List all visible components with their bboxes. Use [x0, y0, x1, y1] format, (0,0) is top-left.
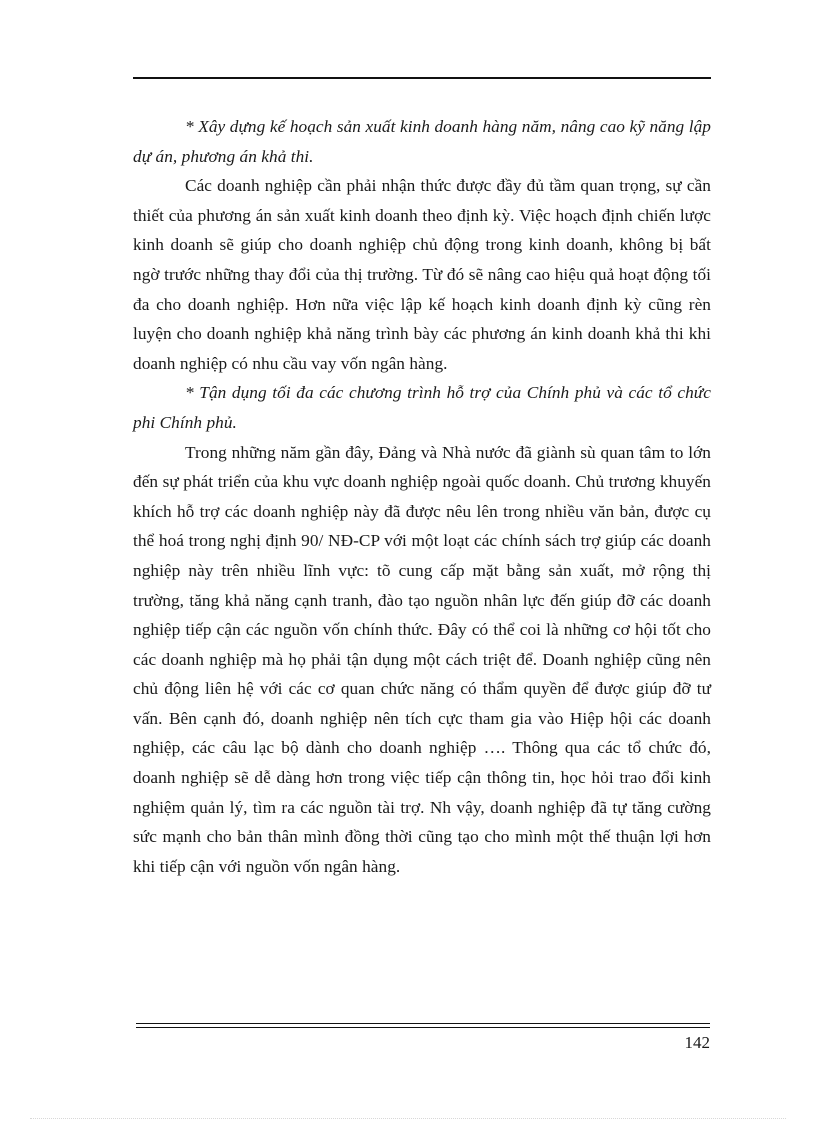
footer-rule [136, 1023, 710, 1028]
page-edge-border [30, 1118, 786, 1119]
heading-support-programs: * Tận dụng tối đa các chương trình hỗ trợ của Chính phủ và các tổ chức phi Chính phủ. [133, 383, 711, 432]
paragraph-business-plan: Các doanh nghiệp cần phải nhận thức được đầy đủ tầm quan trọng, sự cần thiết của phương án sản xuất kinh doanh theo định kỳ. Việc hoạch định chiến lược kinh doanh sẽ giúp cho doanh nghiệp chủ động trong kinh doanh, không bị bất ngờ trước những thay đổi của thị trường. Từ đó sẽ nâng cao hiệu quả hoạt động tối đa cho doanh nghiệp. Hơn nữa việc lập kế hoạch kinh doanh định kỳ cũng rèn luyện cho doanh nghiệp khả năng trình bày các phương án kinh doanh khả thi khi doanh nghiệp có nhu cầu vay vốn ngân hàng. [133, 176, 711, 373]
paragraph-support-programs: Trong những năm gần đây, Đảng và Nhà nước đã giành sù quan tâm to lớn đến sự phát triển của khu vực doanh nghiệp ngoài quốc doanh. Chủ trương khuyến khích hỗ trợ các doanh nghiệp này đã được nêu lên trong nhiều văn bản, được cụ thể hoá trong nghị định 90/ NĐ-CP với một loạt các chính sách trợ giúp các doanh nghiệp này trên nhiều lĩnh vực: tõ cung cấp mặt bằng sản xuất, mở rộng thị trường, tăng khả năng cạnh tranh, đào tạo nguồn nhân lực đến giúp đỡ các doanh nghiệp tiếp cận các nguồn vốn chính thức. Đây có thể coi là những cơ hội tốt cho các doanh nghiệp mà họ phải tận dụng một cách triệt để. Doanh nghiệp cũng nên chủ động liên hệ với các cơ quan chức năng có thẩm quyền để được giúp đỡ tư vấn. Bên cạnh đó, doanh nghiệp nên tích cực tham gia vào Hiệp hội các doanh nghiệp, các câu lạc bộ dành cho doanh nghiệp …. Thông qua các tổ chức đó, doanh nghiệp sẽ dễ dàng hơn trong việc tiếp cận thông tin, học hỏi trao đổi kinh nghiệm quản lý, tìm ra các nguồn tài trợ. Nh vậy, doanh nghiệp đã tự tăng cường sức mạnh cho bản thân mình đồng thời cũng tạo cho mình một thế thuận lợi hơn khi tiếp cận với nguồn vốn ngân hàng. [133, 442, 711, 876]
header-rule [133, 77, 711, 79]
page-number: 142 [684, 1033, 710, 1052]
document-body [133, 112, 711, 881]
heading-business-plan: * Xây dựng kế hoạch sản xuất kinh doanh hàng năm, nâng cao kỹ năng lập dự án, phương án khả thi. [133, 117, 711, 166]
